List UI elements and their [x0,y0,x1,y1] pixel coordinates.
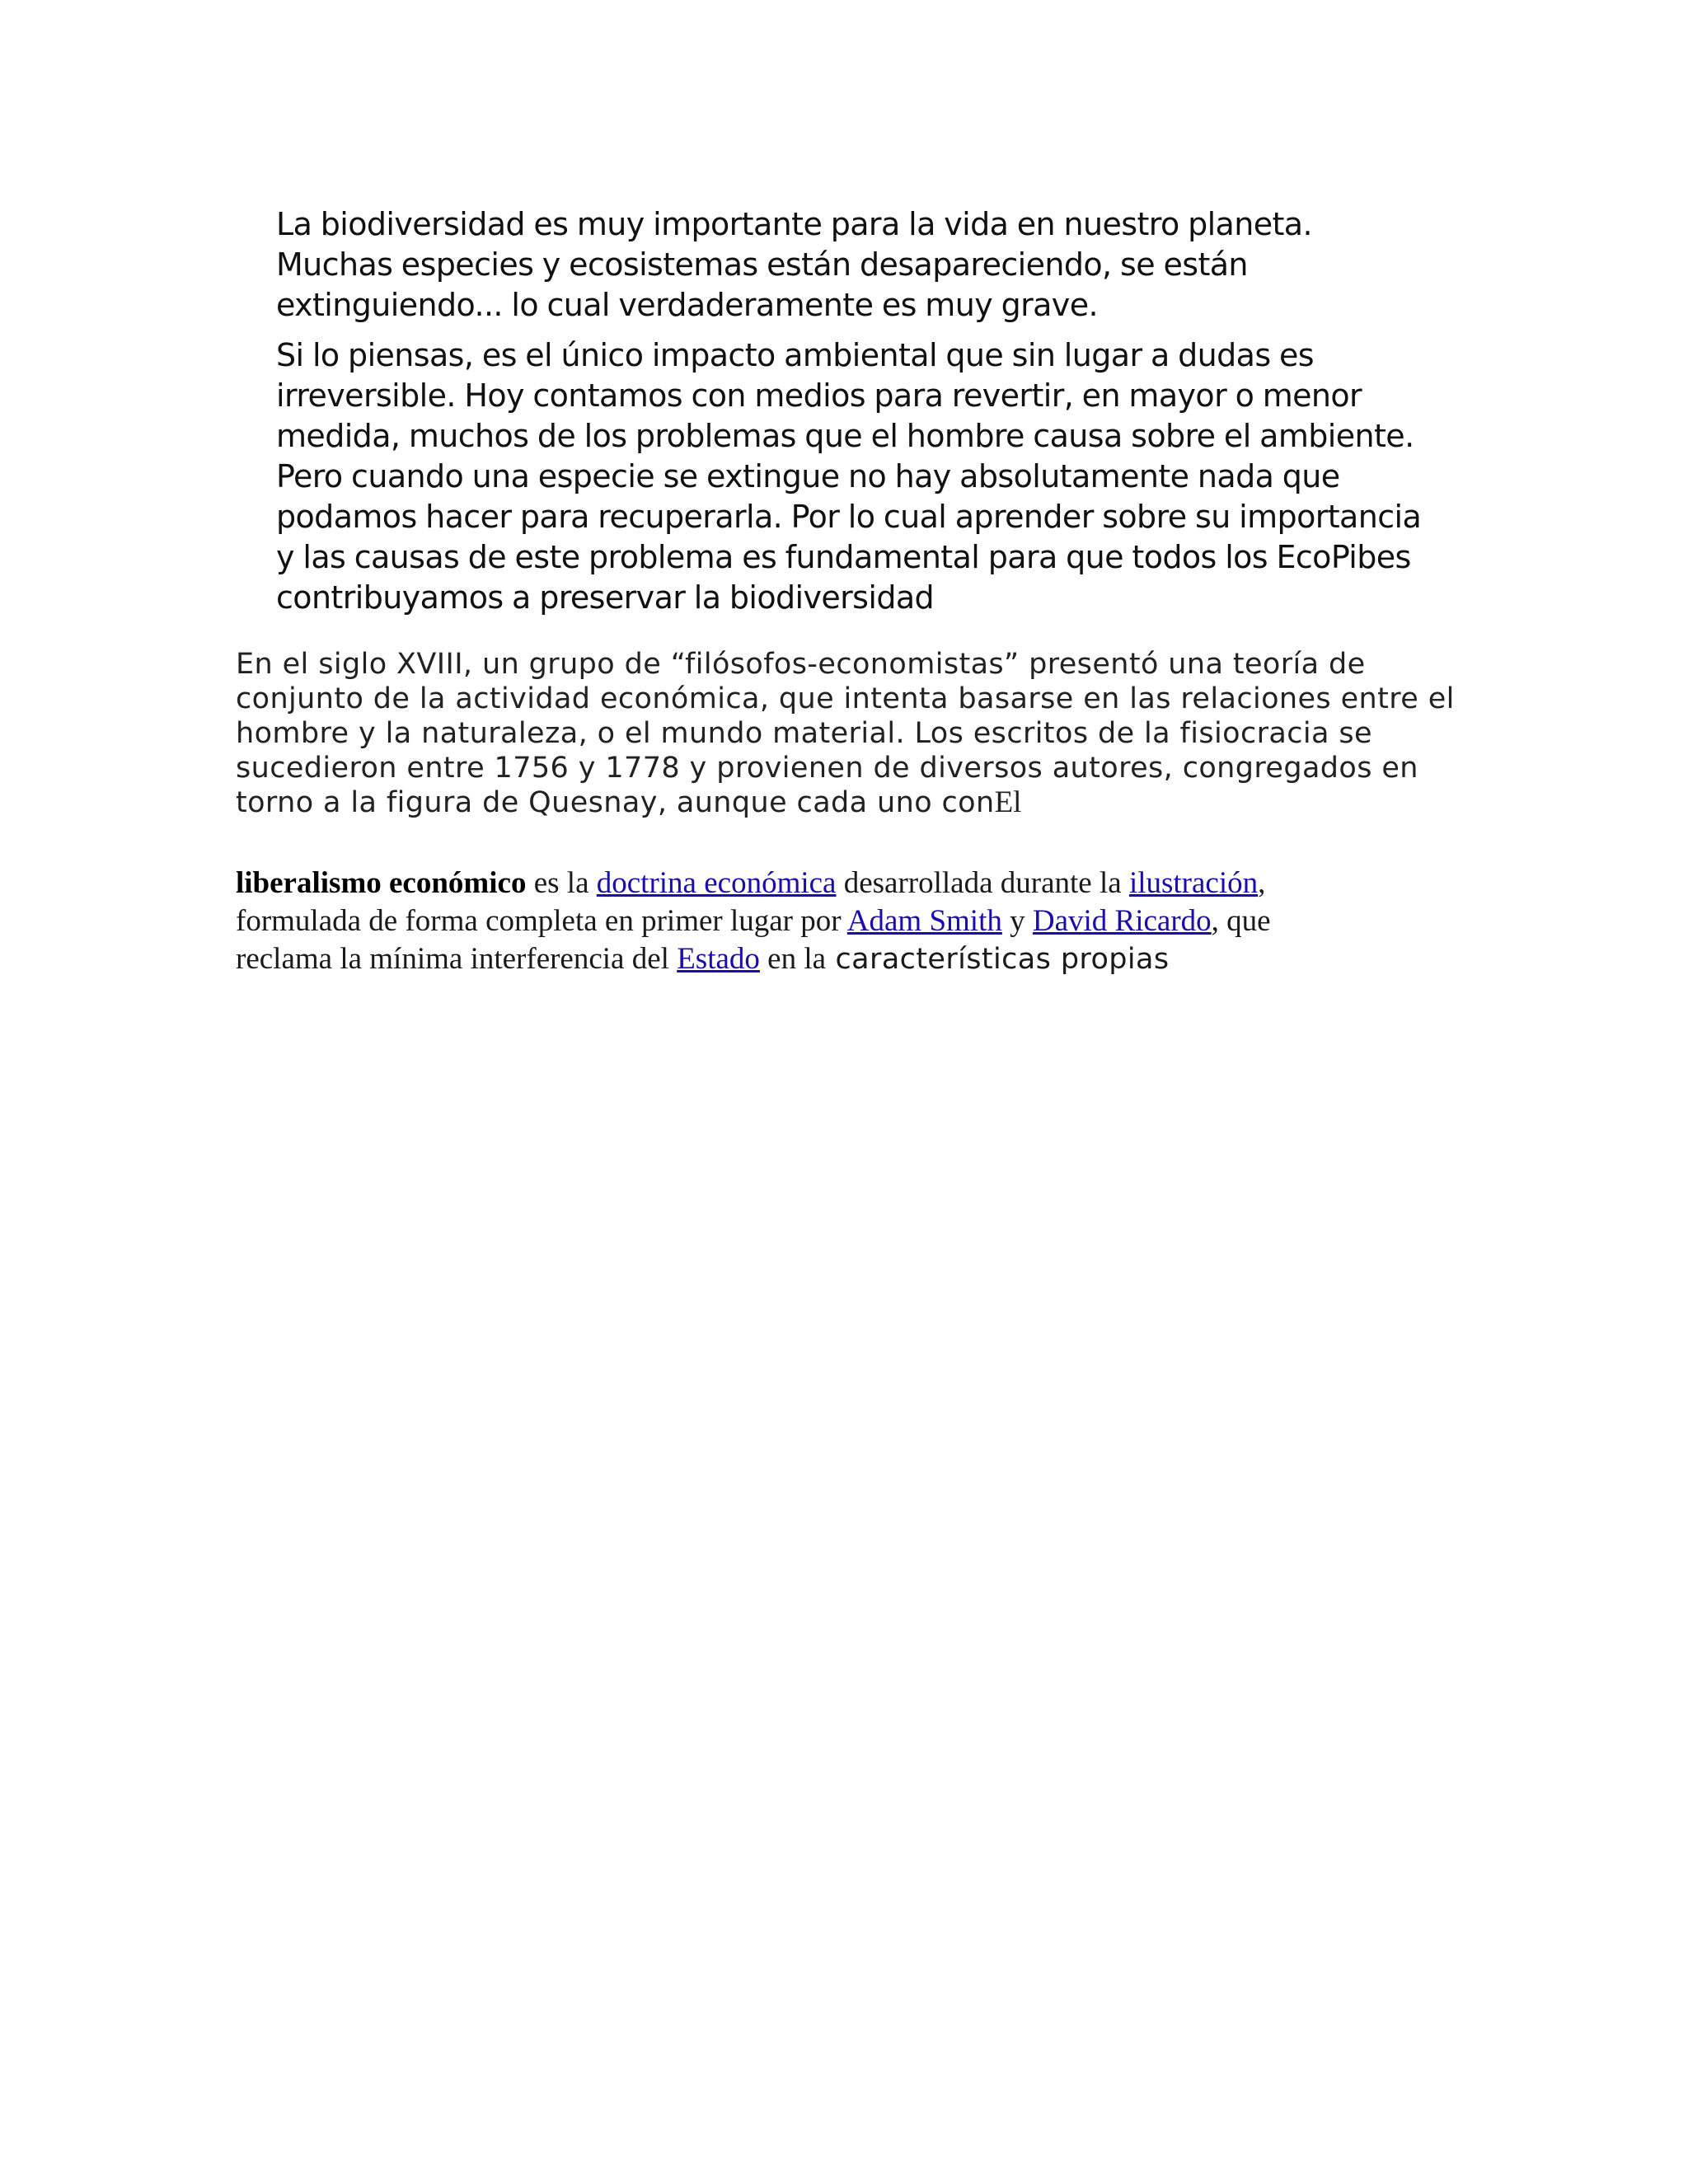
fisiocracia-paragraph [236,647,1472,820]
text-line: y las causas de este problema es fundamental para que todos los EcoPibes [276,539,1411,575]
text-fragment: en la [759,942,827,976]
text-line: extinguiendo... lo cual verdaderamente es muy grave. [276,287,1098,323]
bold-term: liberalismo económico [236,866,527,900]
text-line: Si lo piensas, es el único impacto ambiental que sin lugar a dudas es [276,337,1314,373]
text-fragment: es la [526,866,597,900]
text-line: Pero cuando una especie se extingue no hay absolutamente nada que [276,458,1340,494]
text-fragment: , [1258,866,1266,900]
text-line: podamos hacer para recuperarla. Por lo cual aprender sobre su importancia [276,499,1422,535]
text-fragment: El [994,785,1022,819]
text-line: sucedieron entre 1756 y 1778 y provienen de diversos autores, congregados en [236,752,1418,785]
biodiversity-paragraph-1 [276,204,1463,326]
liberalismo-paragraph [236,865,1472,978]
text-line: contribuyamos a preservar la biodiversidad [276,579,935,616]
text-line: En el siglo XVIII, un grupo de “filósofos-economistas” presentó una teoría de [236,648,1366,681]
text-line [236,902,1472,940]
text-line [236,940,1472,978]
text-fragment: reclama la mínima interferencia del [236,942,678,976]
text-fragment: desarrollada durante la [836,866,1129,900]
text-line: irreversible. Hoy contamos con medios para revertir, en mayor o menor [276,377,1362,414]
text-line: La biodiversidad es muy importante para la vida en nuestro planeta. [276,206,1312,242]
link-estado[interactable]: Estado [677,942,760,976]
text-fragment: y [1001,904,1033,938]
text-fragment: , que [1211,904,1271,938]
text-line: conjunto de la actividad económica, que intenta basarse en las relaciones entre el [236,682,1455,715]
biodiversity-paragraph-2 [276,335,1463,618]
text-line [236,865,1472,902]
link-ilustracion[interactable]: ilustración [1128,866,1259,900]
text-line [236,785,1472,820]
text-line: hombre y la naturaleza, o el mundo material. Los escritos de la fisiocracia se [236,717,1372,750]
text-fragment: formulada de forma completa en primer lugar por [236,904,847,938]
text-fragment: torno a la figura de Quesnay, aunque cada uno con [236,786,995,819]
link-david-ricardo[interactable]: David Ricardo [1032,904,1212,938]
text-line: medida, muchos de los problemas que el hombre causa sobre el ambiente. [276,418,1414,454]
link-doctrina-economica[interactable]: doctrina económica [596,866,837,900]
biodiversity-section [276,204,1463,618]
text-fragment: características propias [826,943,1170,976]
text-line: Muchas especies y ecosistemas están desapareciendo, se están [276,246,1248,283]
link-adam-smith[interactable]: Adam Smith [846,904,1002,938]
